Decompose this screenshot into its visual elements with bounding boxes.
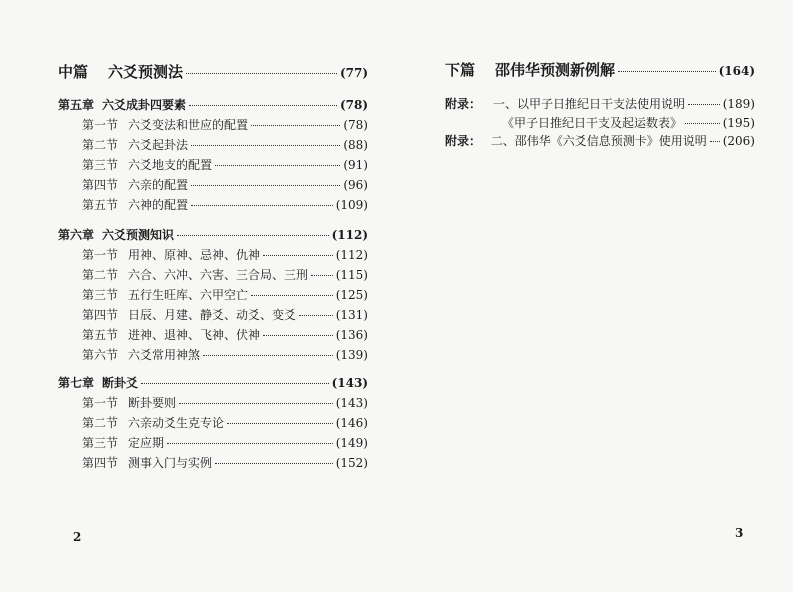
section-title: 日辰、月建、静爻、动爻、变爻 [128, 308, 297, 322]
dot-leader [179, 403, 333, 404]
section-number: 第一节 [82, 118, 119, 132]
section-title: 六神的配置 [128, 198, 189, 212]
page-number: 2 [73, 530, 82, 544]
page-ref: (139) [335, 348, 368, 362]
page-ref: (149) [335, 436, 368, 450]
chapter-number: 第六章 [58, 228, 95, 242]
appendix-title: 《甲子日推纪日干支及起运数表》 [502, 116, 683, 130]
dot-leader [189, 105, 337, 106]
section-number: 第一节 [82, 248, 119, 262]
page-ref: (77) [339, 66, 368, 80]
section-number: 第四节 [82, 178, 119, 192]
section-title: 六爻变法和世应的配置 [128, 118, 249, 132]
section-title: 六爻起卦法 [128, 138, 189, 152]
part-heading [58, 62, 368, 83]
appendix-title: 二、邵伟华《六爻信息预测卡》使用说明 [490, 134, 707, 148]
section-title: 五行生旺库、六甲空亡 [128, 288, 249, 302]
chapter-entry [58, 375, 368, 391]
section-entry [82, 435, 368, 451]
section-title: 用神、原神、忌神、仇神 [128, 248, 261, 262]
chapter-entry [58, 97, 368, 113]
section-number: 第四节 [82, 308, 119, 322]
section-entry [82, 247, 368, 263]
page-ref: (195) [722, 116, 755, 130]
section-number: 第二节 [82, 268, 119, 282]
dot-leader [685, 123, 720, 124]
part-number: 中篇 [58, 63, 89, 81]
section-title: 六爻地支的配置 [128, 158, 213, 172]
dot-leader [141, 383, 329, 384]
page-ref: (146) [335, 416, 368, 430]
section-number: 第二节 [82, 416, 119, 430]
section-entry [82, 137, 368, 153]
appendix-entry [445, 115, 755, 131]
dot-leader [263, 335, 333, 336]
appendix-entry [445, 133, 755, 149]
dot-leader [191, 185, 340, 186]
dot-leader [177, 235, 329, 236]
section-entry [82, 197, 368, 213]
page-ref: (136) [335, 328, 368, 342]
appendix-label: 附录： [445, 97, 482, 111]
section-number: 第四节 [82, 456, 119, 470]
page-ref: (88) [343, 138, 368, 152]
section-entry [82, 157, 368, 173]
section-title: 进神、退神、飞神、伏神 [128, 328, 261, 342]
section-entry [82, 177, 368, 193]
page-ref: (78) [343, 118, 368, 132]
section-entry [82, 395, 368, 411]
section-number: 第五节 [82, 328, 119, 342]
section-entry [82, 307, 368, 323]
page-ref: (78) [339, 98, 368, 112]
page-ref: (131) [335, 308, 368, 322]
section-title: 测事入门与实例 [128, 456, 213, 470]
section-title: 定应期 [128, 436, 165, 450]
page-ref: (164) [718, 64, 755, 78]
dot-leader [215, 463, 333, 464]
section-number: 第一节 [82, 396, 119, 410]
section-number: 第三节 [82, 436, 119, 450]
page-ref: (96) [343, 178, 368, 192]
page-ref: (109) [335, 198, 368, 212]
chapter-title: 断卦爻 [102, 376, 139, 390]
chapter-title: 六爻成卦四要素 [102, 98, 187, 112]
dot-leader [311, 275, 333, 276]
dot-leader [215, 165, 340, 166]
page-ref: (143) [335, 396, 368, 410]
dot-leader [186, 73, 337, 74]
section-title: 六爻常用神煞 [128, 348, 201, 362]
section-entry [82, 117, 368, 133]
section-title: 六合、六冲、六害、三合局、三刑 [128, 268, 309, 282]
page-ref: (91) [343, 158, 368, 172]
right-page [400, 0, 793, 592]
page-ref: (206) [722, 134, 755, 148]
dot-leader [227, 423, 333, 424]
chapter-entry [58, 227, 368, 243]
page-ref: (112) [331, 228, 368, 242]
page-ref: (125) [335, 288, 368, 302]
dot-leader [167, 443, 333, 444]
section-entry [82, 327, 368, 343]
dot-leader [251, 125, 340, 126]
part-title: 六爻预测法 [108, 63, 184, 81]
chapter-number: 第五章 [58, 98, 95, 112]
page-ref: (189) [722, 97, 755, 111]
section-title: 六亲的配置 [128, 178, 189, 192]
dot-leader [618, 71, 716, 72]
section-number: 第五节 [82, 198, 119, 212]
dot-leader [203, 355, 333, 356]
section-title: 六亲动爻生克专论 [128, 416, 225, 430]
dot-leader [251, 295, 333, 296]
section-number: 第三节 [82, 288, 119, 302]
page-number: 3 [735, 526, 744, 540]
section-entry [82, 455, 368, 471]
section-title: 断卦要则 [128, 396, 177, 410]
chapter-number: 第七章 [58, 376, 95, 390]
page-ref: (143) [331, 376, 368, 390]
page-ref: (115) [335, 268, 368, 282]
appendix-label: 附录： [445, 134, 482, 148]
section-entry [82, 267, 368, 283]
section-entry [82, 347, 368, 363]
dot-leader [263, 255, 333, 256]
appendix-entry [445, 96, 755, 112]
dot-leader [299, 315, 333, 316]
section-number: 第二节 [82, 138, 119, 152]
part-heading [445, 60, 755, 81]
dot-leader [191, 145, 340, 146]
appendix-title: 一、以甲子日推纪日干支法使用说明 [493, 97, 686, 111]
page-ref: (152) [335, 456, 368, 470]
chapter-title: 六爻预测知识 [102, 228, 175, 242]
section-entry [82, 415, 368, 431]
part-title: 邵伟华预测新例解 [495, 61, 616, 79]
dot-leader [688, 104, 720, 105]
section-entry [82, 287, 368, 303]
section-number: 第三节 [82, 158, 119, 172]
section-number: 第六节 [82, 348, 119, 362]
part-number: 下篇 [445, 61, 476, 79]
dot-leader [191, 205, 333, 206]
page-ref: (112) [335, 248, 368, 262]
dot-leader [710, 141, 720, 142]
